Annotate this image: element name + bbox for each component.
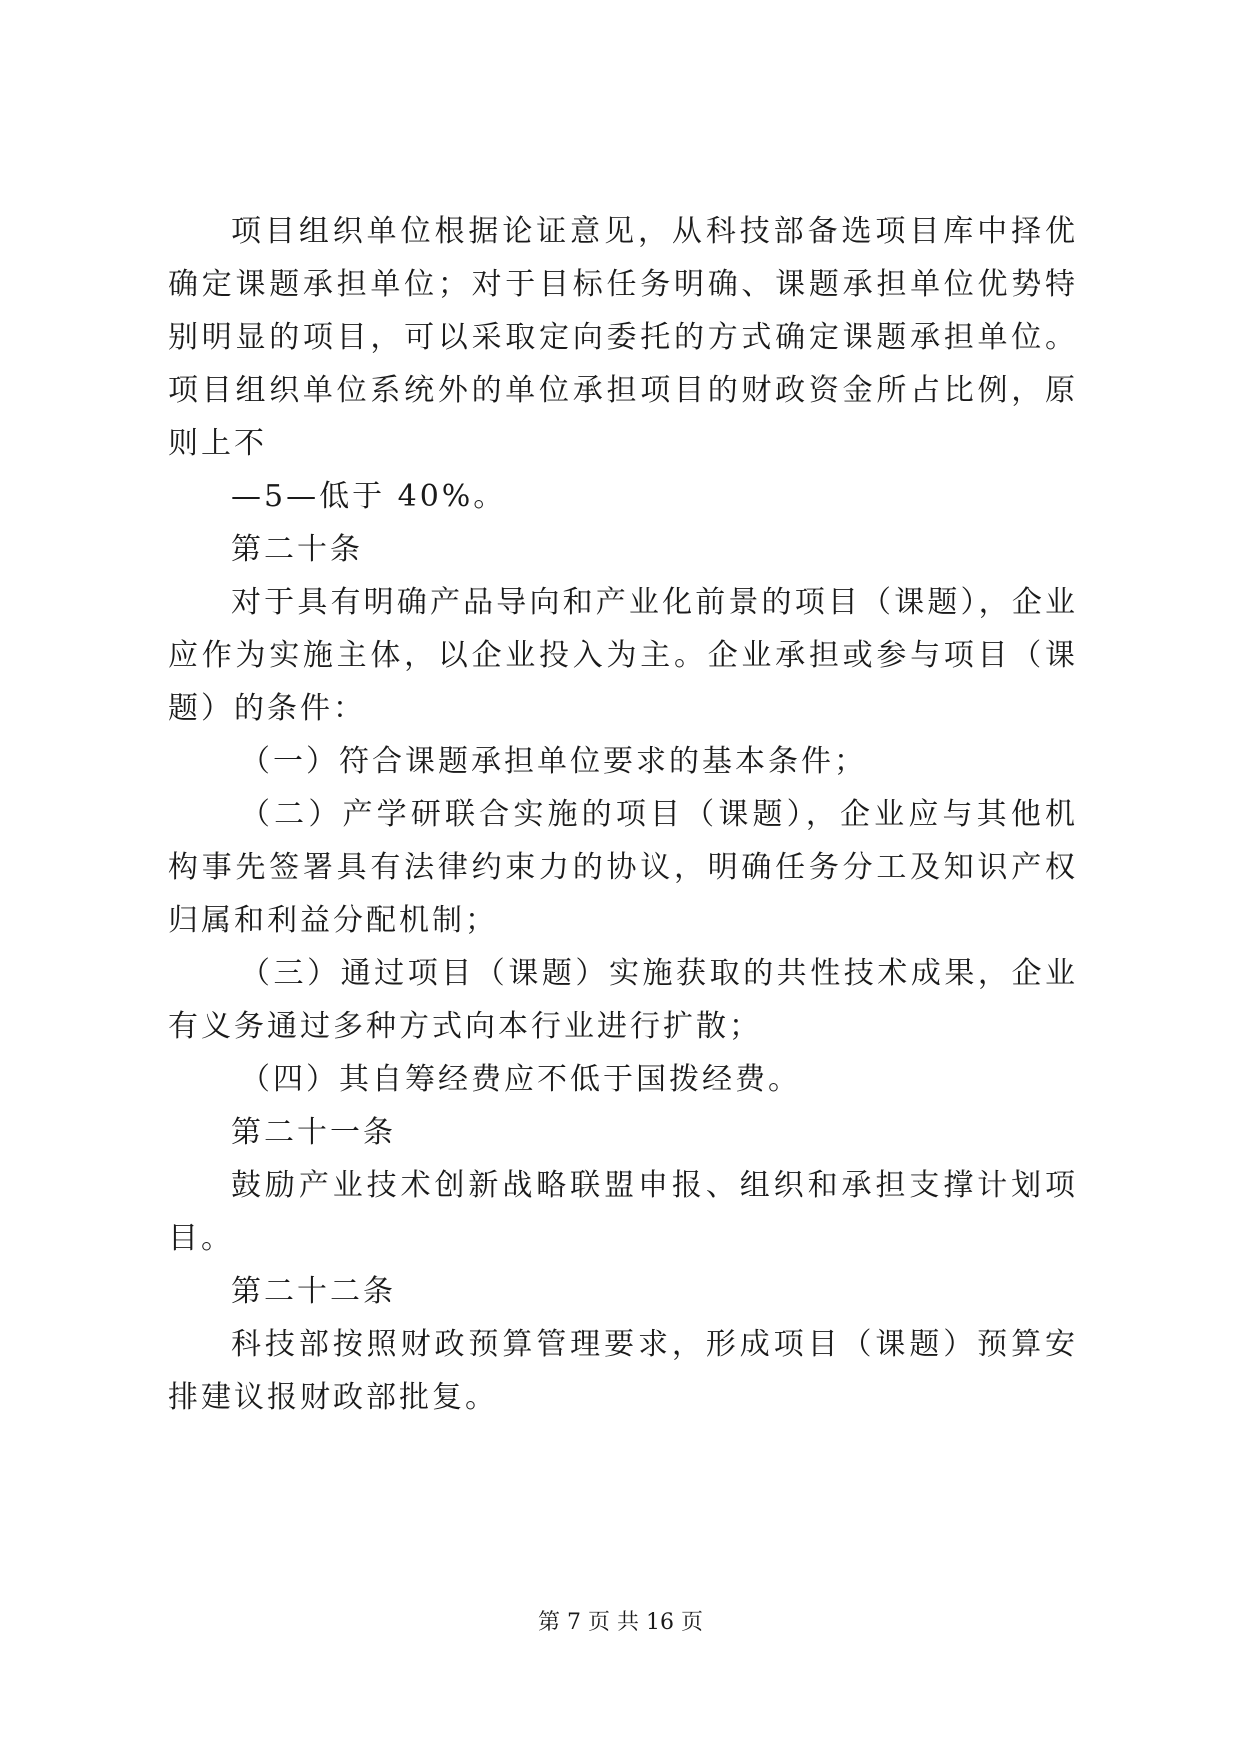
paragraph-alliance: 鼓励产业技术创新战略联盟申报、组织和承担支撑计划项目。 [168, 1168, 1078, 1256]
list-item-1: （一）符合课题承担单位要求的基本条件； [240, 744, 867, 779]
paragraph-page-break-continuation: —5—低于 40%。 [231, 479, 507, 514]
article-heading-21: 第二十一条 [231, 1115, 396, 1150]
list-item-4: （四）其自筹经费应不低于国拨经费。 [240, 1062, 801, 1097]
article-heading-20: 第二十条 [231, 532, 363, 567]
paragraph-budget: 科技部按照财政预算管理要求，形成项目（课题）预算安排建议报财政部批复。 [168, 1327, 1078, 1415]
article-heading-22: 第二十二条 [231, 1274, 396, 1309]
page-footer: 第 7 页 共 16 页 [538, 1610, 703, 1635]
paragraph-project-selection: 项目组织单位根据论证意见，从科技部备选项目库中择优确定课题承担单位；对于目标任务明确、课题承担单位优势特别明显的项目，可以采取定向委托的方式确定课题承担单位。项目组织单位系统外的单位承担项目的财政资金所占比例，原则上不 [168, 214, 1078, 461]
list-item-2: （二）产学研联合实施的项目（课题），企业应与其他机构事先签署具有法律约束力的协议，明确任务分工及知识产权归属和利益分配机制； [168, 797, 1078, 938]
list-item-3: （三）通过项目（课题）实施获取的共性技术成果，企业有义务通过多种方式向本行业进行扩散； [168, 956, 1078, 1044]
body-text [168, 205, 1078, 1424]
paragraph-enterprise-conditions: 对于具有明确产品导向和产业化前景的项目（课题），企业应作为实施主体，以企业投入为主。企业承担或参与项目（课题）的条件： [168, 585, 1078, 726]
